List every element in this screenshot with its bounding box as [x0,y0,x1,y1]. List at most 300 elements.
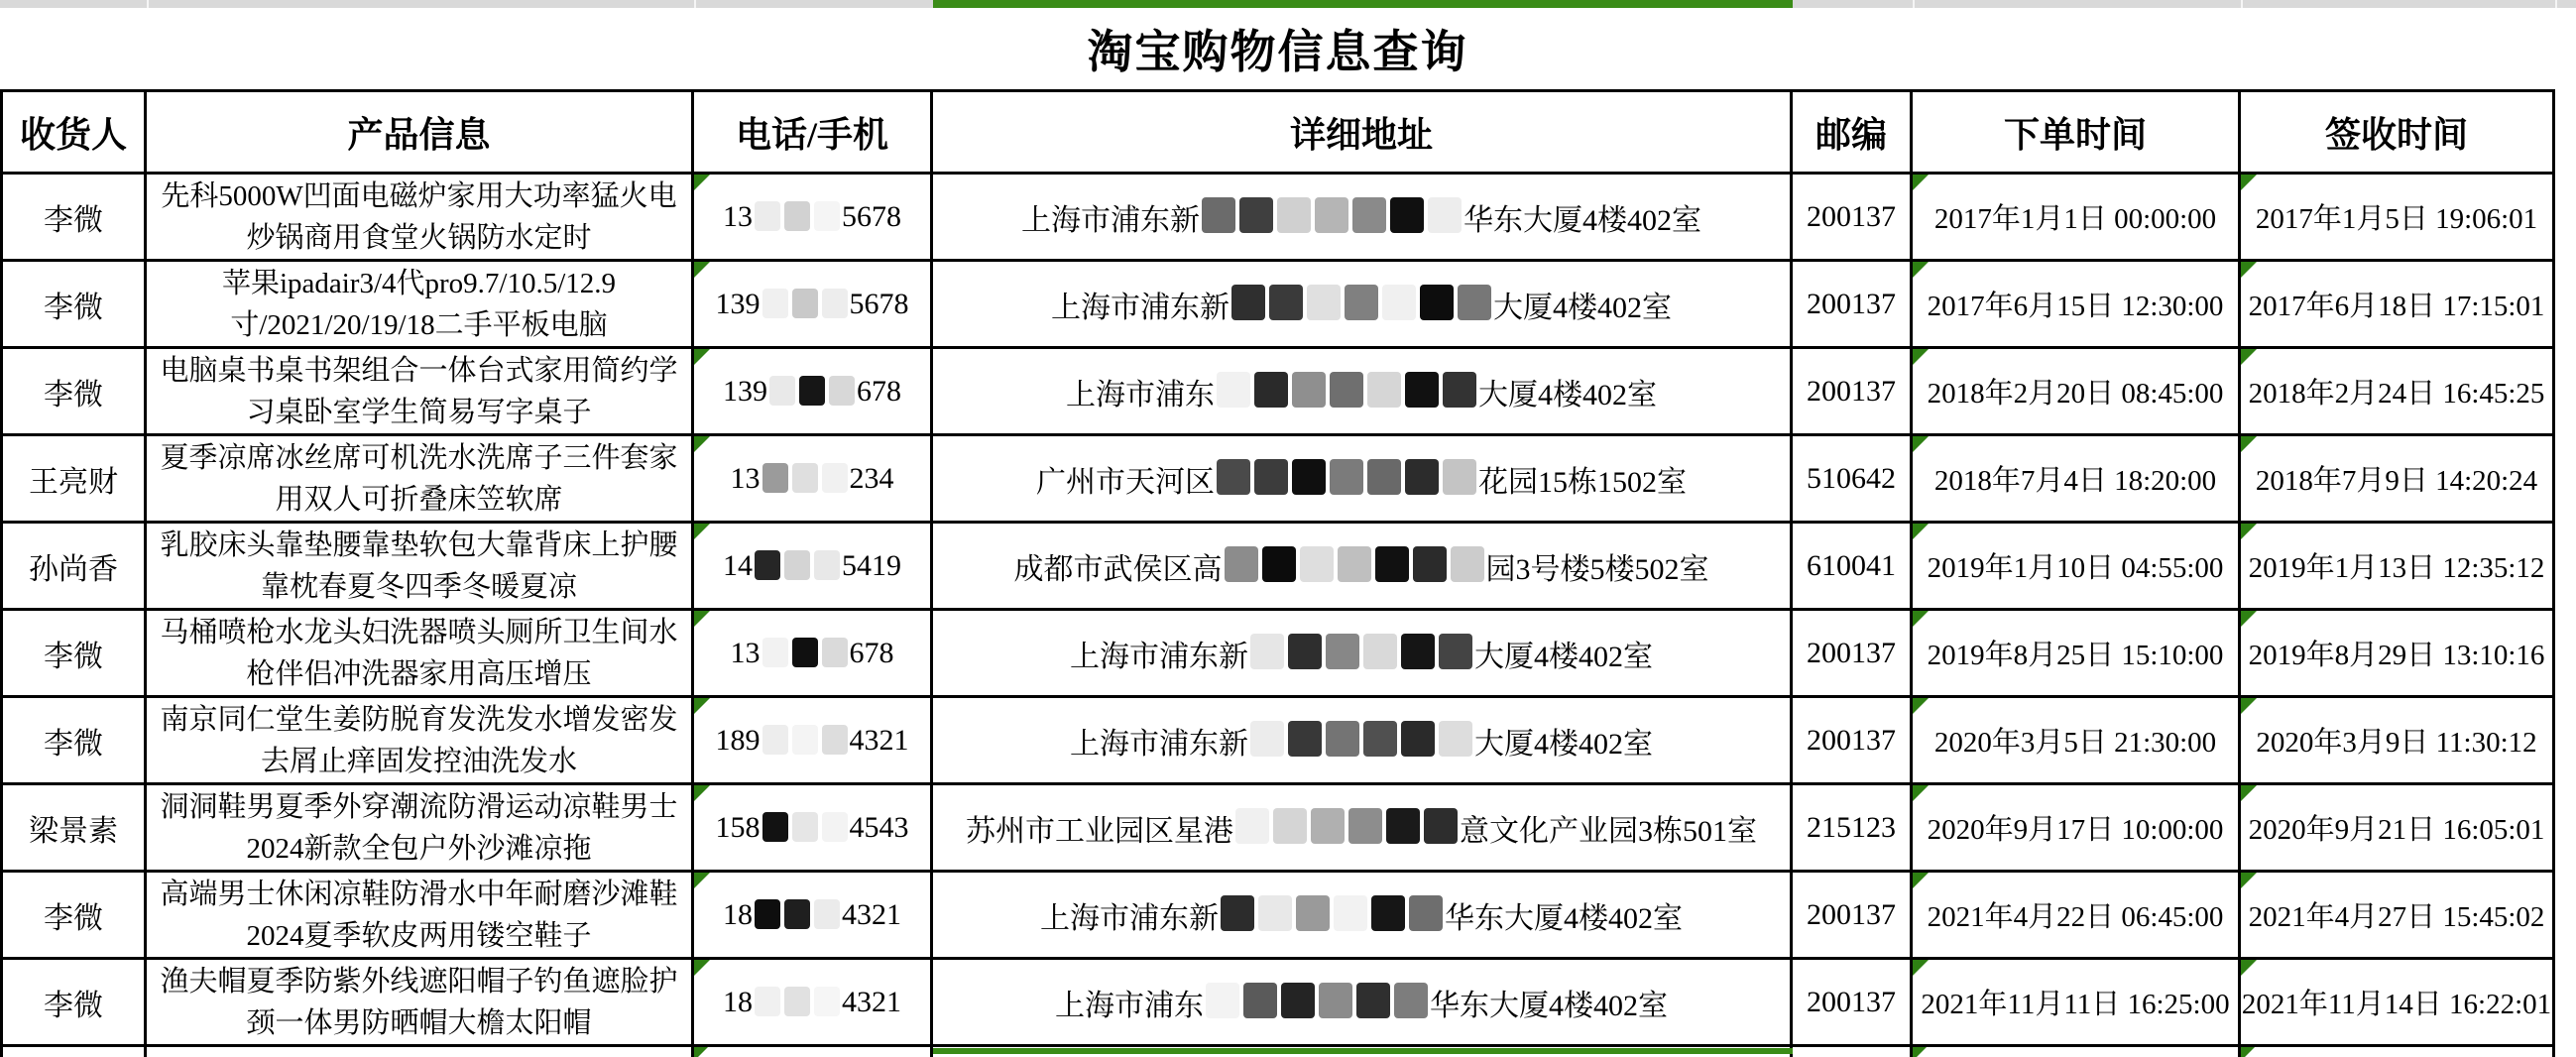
redaction-box [1386,808,1420,844]
redaction-box [1413,546,1447,582]
header-order-time[interactable]: 下单时间 [1913,92,2241,172]
redaction-box [792,812,818,842]
redaction-box [1235,808,1269,844]
cell-flag-triangle-icon [2241,873,2257,888]
order-time-text: 2020年9月17日 10:00:00 [1927,814,2224,846]
cell-flag-triangle-icon [1913,611,1929,627]
cell-sign-time[interactable] [2241,175,2555,259]
address-prefix: 上海市浦东新 [1070,640,1248,673]
cell-flag-triangle-icon [2241,698,2257,714]
cell-sign-time[interactable] [2241,873,2555,957]
column-separator [694,0,696,8]
phone-prefix: 158 [715,810,761,844]
redaction-box [1405,372,1439,408]
redaction-box [822,812,848,842]
redaction-box [1356,983,1390,1018]
address-prefix: 上海市浦东新 [1040,901,1219,935]
table-header-row [0,89,2555,175]
address-prefix: 成都市武侯区高 [1013,552,1223,586]
cell-flag-triangle-icon [2241,785,2257,801]
header-sign-time[interactable]: 签收时间 [2241,92,2555,172]
cell-flag-triangle-icon [2241,349,2257,365]
cell-recipient[interactable]: 梁景素 [0,785,147,870]
table-row [0,611,2555,698]
phone-prefix: 139 [715,287,761,320]
order-time-text: 2021年11月11日 16:25:00 [1921,989,2230,1020]
redaction-box [822,463,848,493]
cell-zip[interactable]: 200137 [1793,960,1913,1044]
header-zip[interactable]: 邮编 [1793,92,1913,172]
phone-redaction [753,200,842,234]
phone-redaction [761,288,850,321]
cell-product[interactable]: 渔夫帽夏季防紫外线遮阳帽子钓鱼遮脸护颈一体男防晒帽大檐太阳帽 [147,960,694,1044]
sign-time-text: 2017年6月18日 17:15:01 [2248,291,2545,322]
cell-recipient[interactable]: 李微 [0,175,147,259]
cell-flag-triangle-icon [1913,175,1929,190]
cell-phone[interactable] [694,873,933,957]
address-redaction [1215,372,1478,411]
cell-zip[interactable]: 200137 [1793,175,1913,259]
phone-redaction [753,898,842,932]
redaction-box [1243,983,1277,1018]
column-separator [2241,0,2243,8]
cell-flag-triangle-icon [1913,698,1929,714]
cell-sign-time[interactable] [2241,611,2555,695]
header-recipient[interactable]: 收货人 [0,92,147,172]
cell-address[interactable] [933,873,1793,957]
phone-suffix: 4321 [842,985,901,1018]
phone-redaction [767,375,857,409]
cell-flag-triangle-icon [1913,785,1929,801]
cell-flag-triangle-icon [1913,349,1929,365]
redaction-box [1443,459,1476,495]
cell-product[interactable]: 乳胶床头靠垫腰靠垫软包大靠背床上护腰靠枕春夏冬四季冬暖夏凉 [147,524,694,608]
redaction-box [784,550,810,580]
address-redaction [1233,808,1460,847]
cell-phone[interactable] [694,524,933,608]
redaction-box [1367,372,1401,408]
redaction-box [1277,197,1311,233]
table-row [0,960,2555,1047]
address-redaction [1223,546,1486,585]
partial-cell[interactable] [1793,1047,1913,1057]
address-prefix: 上海市浦东新 [1070,727,1248,761]
redaction-box [784,201,810,231]
redaction-box [1319,983,1352,1018]
redaction-box [1231,285,1265,320]
partial-cell[interactable] [0,1047,147,1057]
page-title: 淘宝购物信息查询 [1087,27,1468,77]
cell-product[interactable]: 夏季凉席冰丝席可机洗水洗席子三件套家用双人可折叠床笠软席 [147,436,694,521]
partial-cell[interactable] [2241,1047,2555,1057]
redaction-box [792,289,818,318]
redaction-box [814,550,840,580]
redaction-box [1382,285,1416,320]
sign-time-text: 2017年1月5日 19:06:01 [2255,203,2538,235]
redaction-box [1439,634,1472,669]
redaction-box [1326,634,1359,669]
cell-flag-triangle-icon [1913,262,1929,278]
redaction-box [1405,459,1439,495]
cell-flag-triangle-icon [2241,262,2257,278]
orders-table [0,89,2555,1057]
phone-redaction [761,462,850,496]
cell-flag-triangle-icon [694,524,710,539]
redaction-box [762,289,788,318]
redaction-box [762,812,788,842]
phone-prefix: 13 [730,636,761,669]
address-suffix: 大厦4楼402室 [1474,727,1653,761]
phone-prefix: 18 [723,897,753,931]
cell-sign-time[interactable] [2241,698,2555,782]
cell-zip[interactable]: 610041 [1793,524,1913,608]
sign-time-text: 2021年4月27日 15:45:02 [2248,901,2545,933]
partial-cell[interactable] [1913,1047,2241,1057]
cell-flag-triangle-icon [1913,960,1929,976]
cell-recipient[interactable]: 李微 [0,611,147,695]
cell-phone[interactable] [694,436,933,521]
redaction-box [1273,808,1307,844]
redaction-box [1428,197,1462,233]
address-suffix: 华东大厦4楼402室 [1445,901,1683,935]
redaction-box [1371,895,1405,931]
partial-cell[interactable] [694,1047,933,1057]
cell-address[interactable] [933,960,1793,1044]
cell-recipient[interactable]: 李微 [0,873,147,957]
redaction-box [1338,546,1371,582]
redaction-box [1420,285,1454,320]
redaction-box [1367,459,1401,495]
redaction-box [822,289,848,318]
cell-phone[interactable] [694,611,933,695]
cell-order-time[interactable] [1913,611,2241,695]
address-prefix: 上海市浦东新 [1051,291,1229,324]
cell-sign-time[interactable] [2241,349,2555,433]
phone-suffix: 678 [849,636,894,669]
header-product[interactable]: 产品信息 [147,92,694,172]
redaction-box [1217,372,1250,408]
redaction-box [1202,197,1235,233]
cell-recipient[interactable]: 李微 [0,262,147,346]
address-redaction [1219,895,1445,934]
redaction-box [1288,721,1322,757]
order-time-text: 2018年7月4日 18:20:00 [1933,465,2217,497]
cell-zip[interactable]: 510642 [1793,436,1913,521]
redaction-box [1451,546,1484,582]
redaction-box [1239,197,1273,233]
cell-flag-triangle-icon [1913,1047,1927,1057]
cell-address[interactable] [933,436,1793,521]
table-row [0,262,2555,349]
redaction-box [1401,634,1435,669]
table-row [0,349,2555,436]
cell-address[interactable] [933,349,1793,433]
cell-flag-triangle-icon [1913,873,1929,888]
phone-prefix: 13 [730,461,761,495]
redaction-box [1390,197,1424,233]
redaction-box [1292,459,1326,495]
redaction-box [1262,546,1296,582]
order-time-text: 2020年3月5日 21:30:00 [1933,727,2217,759]
redaction-box [1330,459,1363,495]
cell-flag-triangle-icon [694,960,710,976]
redaction-box [1269,285,1303,320]
cell-address[interactable] [933,698,1793,782]
phone-suffix: 4321 [842,897,901,931]
cell-product[interactable]: 先科5000W凹面电磁炉家用大功率猛火电炒锅商用食堂火锅防水定时 [147,175,694,259]
address-prefix: 苏州市工业园区星港 [966,814,1233,848]
phone-prefix: 14 [723,548,753,582]
redaction-box [1334,895,1367,931]
sign-time-text: 2020年3月9日 11:30:12 [2256,727,2537,759]
order-time-text: 2017年1月1日 00:00:00 [1933,203,2217,235]
redaction-box [1401,721,1435,757]
cell-zip[interactable]: 215123 [1793,785,1913,870]
address-prefix: 上海市浦东 [1055,989,1204,1022]
phone-suffix: 4321 [849,723,909,757]
cell-flag-triangle-icon [694,349,710,365]
address-suffix: 大厦4楼402室 [1478,378,1657,411]
redaction-box [822,725,848,755]
address-prefix: 上海市浦东新 [1021,203,1200,237]
redaction-box [1258,895,1292,931]
address-suffix: 意文化产业园3栋501室 [1460,814,1757,848]
sign-time-text: 2021年11月14日 16:22:01 [2241,989,2552,1020]
cell-flag-triangle-icon [2241,1047,2255,1057]
cell-order-time[interactable] [1913,349,2241,433]
address-redaction [1248,634,1474,672]
cell-zip[interactable]: 200137 [1793,262,1913,346]
redaction-box [755,550,780,580]
cell-address[interactable] [933,262,1793,346]
cell-phone[interactable] [694,262,933,346]
redaction-box [822,638,848,667]
redaction-box [1250,721,1284,757]
redaction-box [1296,895,1330,931]
cell-recipient[interactable]: 李微 [0,960,147,1044]
cell-sign-time[interactable] [2241,785,2555,870]
cell-order-time[interactable] [1913,785,2241,870]
phone-prefix: 189 [715,723,761,757]
redaction-box [829,376,855,406]
phone-prefix: 13 [723,199,753,233]
phone-redaction [761,637,850,670]
redaction-box [1348,808,1382,844]
phone-prefix: 139 [723,374,767,408]
cell-product[interactable]: 高端男士休闲凉鞋防滑水中年耐磨沙滩鞋2024夏季软皮两用镂空鞋子 [147,873,694,957]
cell-phone[interactable] [694,175,933,259]
cell-flag-triangle-icon [694,698,710,714]
cell-sign-time[interactable] [2241,960,2555,1044]
address-redaction [1200,197,1464,236]
sign-time-text: 2020年9月21日 16:05:01 [2248,814,2545,846]
phone-redaction [753,986,842,1019]
table-row [0,524,2555,611]
table-row [0,785,2555,873]
order-time-text: 2019年8月25日 15:10:00 [1927,640,2224,671]
cell-product[interactable]: 电脑桌书桌书架组合一体台式家用简约学习桌卧室学生简易写字桌子 [147,349,694,433]
cell-product[interactable]: 苹果ipadair3/4代pro9.7/10.5/12.9寸/2021/20/19/18二手平板电脑 [147,262,694,346]
redaction-box [1345,285,1378,320]
cell-recipient[interactable]: 李微 [0,349,147,433]
selected-column-indicator[interactable] [933,0,1793,8]
cell-order-time[interactable] [1913,873,2241,957]
order-time-text: 2021年4月22日 06:45:00 [1927,901,2224,933]
cell-flag-triangle-icon [2241,960,2257,976]
cell-phone[interactable] [694,785,933,870]
order-time-text: 2017年6月15日 12:30:00 [1927,291,2224,322]
phone-redaction [761,724,850,758]
cell-flag-triangle-icon [694,436,710,452]
redaction-box [1409,895,1443,931]
redaction-box [814,201,840,231]
redaction-box [1206,983,1239,1018]
redaction-box [1458,285,1491,320]
cell-sign-time[interactable] [2241,436,2555,521]
redaction-box [762,638,788,667]
phone-suffix: 4543 [849,810,909,844]
cell-recipient[interactable]: 李微 [0,698,147,782]
address-redaction [1248,721,1474,760]
phone-suffix: 234 [849,461,894,495]
cell-address[interactable] [933,611,1793,695]
phone-suffix: 678 [857,374,901,408]
table-body [0,175,2555,1047]
address-redaction [1229,285,1493,323]
cell-order-time[interactable] [1913,262,2241,346]
address-prefix: 广州市天河区 [1036,465,1215,499]
cell-phone[interactable] [694,698,933,782]
column-separator [147,0,149,8]
redaction-box [1217,459,1250,495]
redaction-box [784,987,810,1016]
cell-flag-triangle-icon [2241,611,2257,627]
cell-product[interactable]: 马桶喷枪水龙头妇洗器喷头厕所卫生间水枪伴侣冲洗器家用高压增压 [147,611,694,695]
redaction-box [792,725,818,755]
address-suffix: 华东大厦4楼402室 [1430,989,1668,1022]
cell-phone[interactable] [694,960,933,1044]
header-address[interactable]: 详细地址 [933,92,1793,172]
redaction-box [762,463,788,493]
address-suffix: 华东大厦4楼402室 [1464,203,1701,237]
redaction-box [792,463,818,493]
cell-flag-triangle-icon [694,785,710,801]
phone-suffix: 5419 [842,548,901,582]
address-suffix: 花园15栋1502室 [1478,465,1687,499]
cell-recipient[interactable]: 孙尚香 [0,524,147,608]
cell-address[interactable] [933,524,1793,608]
cell-phone[interactable] [694,349,933,433]
cell-flag-triangle-icon [694,611,710,627]
cell-sign-time[interactable] [2241,262,2555,346]
table-row [0,873,2555,960]
address-suffix: 大厦4楼402室 [1493,291,1672,324]
redaction-box [1307,285,1341,320]
redaction-box [1288,634,1322,669]
redaction-box [1311,808,1345,844]
cell-order-time[interactable] [1913,960,2241,1044]
cell-flag-triangle-icon [1913,524,1929,539]
phone-prefix: 18 [723,985,753,1018]
phone-redaction [753,549,842,583]
cell-flag-triangle-icon [2241,175,2257,190]
column-separator [1913,0,1915,8]
redaction-box [1292,372,1326,408]
cell-zip[interactable]: 200137 [1793,349,1913,433]
redaction-box [792,638,818,667]
redaction-box [814,899,840,929]
cell-flag-triangle-icon [694,175,710,190]
cell-order-time[interactable] [1913,524,2241,608]
sign-time-text: 2018年7月9日 14:20:24 [2255,465,2538,497]
redaction-box [1363,634,1397,669]
cell-recipient[interactable]: 王亮财 [0,436,147,521]
table-row [0,175,2555,262]
redaction-box [755,987,780,1016]
redaction-box [1424,808,1458,844]
cell-product[interactable]: 南京同仁堂生姜防脱育发洗发水增发密发去屑止痒固发控油洗发水 [147,698,694,782]
selection-border-green [933,1048,1793,1054]
partial-cell[interactable] [147,1047,694,1057]
address-prefix: 上海市浦东 [1066,378,1215,411]
cell-zip[interactable]: 200137 [1793,611,1913,695]
address-suffix: 园3号楼5楼502室 [1485,552,1709,586]
cell-product[interactable]: 洞洞鞋男夏季外穿潮流防滑运动凉鞋男士2024新款全包户外沙滩凉拖 [147,785,694,870]
redaction-box [1250,634,1284,669]
order-time-text: 2019年1月10日 04:55:00 [1927,552,2224,584]
redaction-box [755,201,780,231]
cell-flag-triangle-icon [1913,436,1929,452]
address-redaction [1204,983,1430,1021]
redaction-box [1254,459,1288,495]
redaction-box [1330,372,1363,408]
redaction-box [1363,721,1397,757]
cell-address[interactable] [933,175,1793,259]
phone-redaction [761,811,850,845]
redaction-box [762,725,788,755]
redaction-box [1326,721,1359,757]
redaction-box [1394,983,1428,1018]
column-separator [2555,0,2557,8]
redaction-box [799,376,825,406]
sign-time-text: 2018年2月24日 16:45:25 [2248,378,2545,410]
cell-address[interactable] [933,785,1793,870]
cell-order-time[interactable] [1913,436,2241,521]
redaction-box [1352,197,1386,233]
redaction-box [784,899,810,929]
redaction-box [1300,546,1334,582]
sign-time-text: 2019年1月13日 12:35:12 [2248,552,2545,584]
cell-order-time[interactable] [1913,698,2241,782]
header-phone[interactable]: 电话/手机 [694,92,933,172]
cell-flag-triangle-icon [2241,436,2257,452]
phone-suffix: 5678 [849,287,909,320]
cell-zip[interactable]: 200137 [1793,698,1913,782]
redaction-box [1315,197,1348,233]
sheet-columns-strip[interactable] [0,0,2576,8]
cell-sign-time[interactable] [2241,524,2555,608]
cell-order-time[interactable] [1913,175,2241,259]
cell-zip[interactable]: 200137 [1793,873,1913,957]
table-row [0,698,2555,785]
order-time-text: 2018年2月20日 08:45:00 [1927,378,2224,410]
redaction-box [1439,721,1472,757]
redaction-box [1443,372,1476,408]
sign-time-text: 2019年8月29日 13:10:16 [2248,640,2545,671]
redaction-box [755,899,780,929]
table-row [0,436,2555,524]
cell-flag-triangle-icon [694,1047,708,1057]
